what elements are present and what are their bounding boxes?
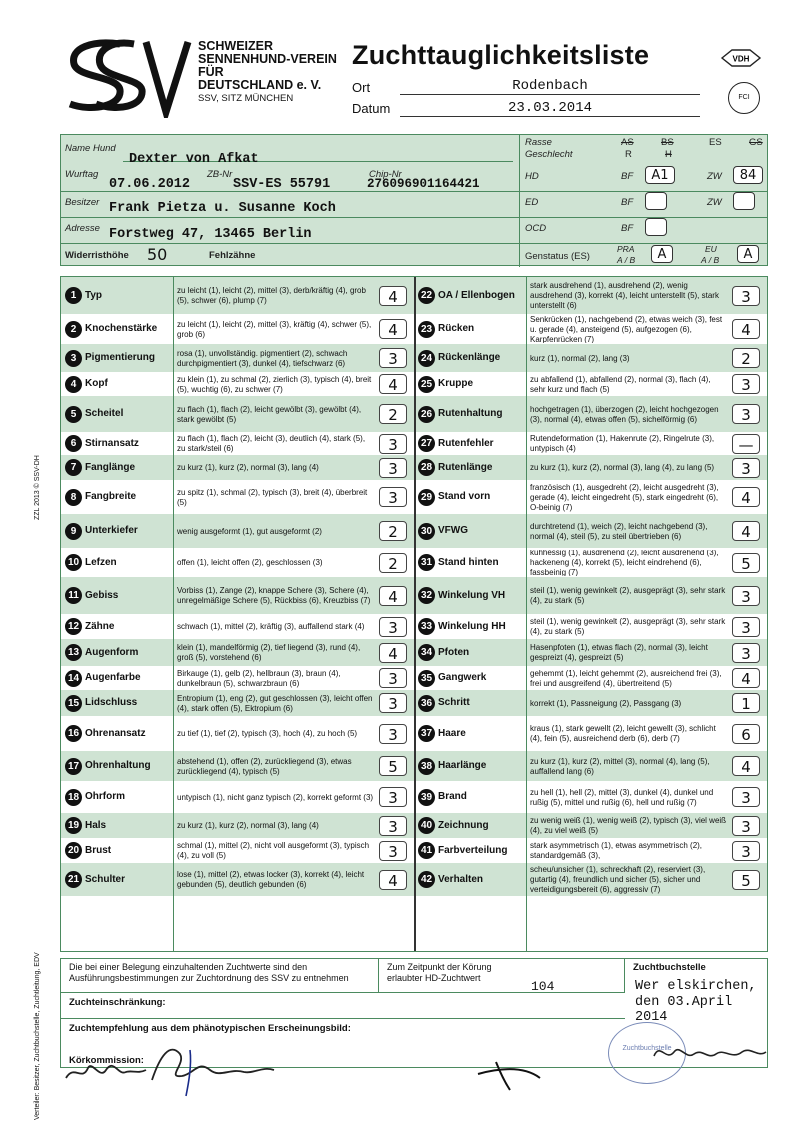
ort-value[interactable]: Rodenbach: [400, 78, 700, 95]
item-number: 1: [65, 287, 82, 304]
signature-commission: [60, 1030, 280, 1100]
item-options: Vorbiss (1), Zange (2), knappe Schere (3), Schere (4), unregelmäßige Schere (5), Rückbiss (6), Kreuzbiss (7): [177, 586, 371, 605]
item-name: Ohrenansatz: [85, 728, 146, 739]
item-number: 11: [65, 587, 82, 604]
item-number: 42: [418, 871, 435, 888]
item-score[interactable]: 3: [379, 816, 407, 836]
vdh-text: VDH: [732, 54, 750, 64]
widerristhoehe-value[interactable]: 50: [147, 245, 168, 264]
item-score[interactable]: 3: [379, 434, 407, 454]
item-options: scheu/unsicher (1), schreckhaft (2), reserviert (3), gutartig (4), freundlich und sicher (5), sicher und verteidigungsbereit (6), aggressiv (7): [530, 865, 706, 894]
hd-zw-note: Zum Zeitpunkt der Körung erlaubter HD-Zuchtwert: [387, 962, 492, 983]
item-number: 6: [65, 435, 82, 452]
item-score[interactable]: 2: [732, 348, 760, 368]
item-number: 38: [418, 758, 435, 775]
ocd-label: OCD: [525, 223, 547, 234]
item-options: kraus (1), stark gewellt (2), leicht gewellt (3), schlicht (4), fein (5), ausreichend derb (6), derb (7): [530, 724, 716, 743]
pra-ab-label: A / B: [617, 255, 636, 265]
item-name: Verhalten: [438, 874, 484, 885]
signature-judge: [470, 1032, 560, 1092]
item-options: klein (1), mandelförmig (2), tief liegend (3), rund (4), groß (5), vorstehend (6): [177, 643, 361, 662]
hd-value[interactable]: A1: [645, 166, 675, 184]
item-score[interactable]: 4: [379, 586, 407, 606]
zbnr-value[interactable]: SSV-ES 55791: [233, 177, 331, 192]
item-score[interactable]: —: [732, 434, 760, 454]
item-score[interactable]: 4: [732, 319, 760, 339]
org-line: SCHWEIZER: [198, 39, 273, 53]
item-number: 26: [418, 406, 435, 423]
item-name: Gangwerk: [438, 672, 487, 683]
item-number: 28: [418, 459, 435, 476]
item-number: 4: [65, 376, 82, 393]
zuchteinschraenkung-label: Zuchteinschränkung:: [69, 997, 166, 1008]
item-options: zu leicht (1), leicht (2), mittel (3), kräftig (4), schwer (5), grob (6): [177, 319, 372, 339]
ocd-bf-box[interactable]: [645, 218, 667, 236]
geschlecht-option[interactable]: H: [665, 149, 672, 160]
item-name: Kopf: [85, 378, 108, 389]
item-number: 19: [65, 817, 82, 834]
item-name: Pfoten: [438, 647, 470, 658]
item-name: Rutenlänge: [438, 462, 493, 473]
item-number: 14: [65, 670, 82, 687]
item-score[interactable]: 1: [732, 693, 760, 713]
org-line: SENNENHUND-VEREIN: [198, 52, 337, 66]
item-name: Typ: [85, 290, 103, 301]
item-number: 31: [418, 554, 435, 571]
item-score[interactable]: 4: [379, 870, 407, 890]
item-name: Fanglänge: [85, 462, 136, 473]
ed-zw-box[interactable]: [733, 192, 755, 210]
grid-separator: [173, 277, 174, 951]
item-score[interactable]: 5: [732, 870, 760, 890]
item-name: Stand vorn: [438, 491, 491, 502]
hd-bf-label: BF: [621, 171, 634, 182]
item-name: Ohrenhaltung: [85, 760, 151, 771]
item-options: durchtretend (1), weich (2), leicht nachgebend (3), normal (4), steil (5), zu steil übertrieben (6): [530, 521, 708, 541]
item-options: zu klein (1), zu schmal (2), zierlich (3), typisch (4), breit (5), wuchtig (6), zu schwer (7): [177, 374, 372, 394]
item-options: Birkauge (1), gelb (2), hellbraun (3), braun (4), dunkelbraun (5), schwarzbraun (6): [177, 668, 341, 688]
item-number: 24: [418, 350, 435, 367]
org-line: DEUTSCHLAND e. V.: [198, 78, 322, 92]
item-name: VFWG: [438, 525, 468, 536]
eu-label: EU: [705, 244, 717, 254]
geschlecht-label: Geschlecht: [525, 149, 573, 160]
rasse-label: Rasse: [525, 137, 552, 148]
item-name: Ohrform: [85, 791, 125, 802]
item-options: steil (1), wenig gewinkelt (2), ausgeprägt (3), sehr stark (4), zu stark (5): [530, 617, 726, 636]
item-score[interactable]: 3: [379, 668, 407, 688]
item-name: Schritt: [438, 697, 470, 708]
ed-bf-label: BF: [621, 197, 634, 208]
datum-label: Datum: [352, 101, 391, 116]
item-name: Stirnansatz: [85, 438, 139, 449]
item-name: Scheitel: [85, 408, 124, 419]
item-score[interactable]: 3: [379, 348, 407, 368]
item-number: 2: [65, 321, 82, 338]
geschlecht-option[interactable]: R: [625, 149, 632, 160]
footer-note: Die bei einer Belegung einzuhaltenden Zuchtwerte sind den Ausführungsbestimmungen zur Zuchtordnung des SSV zu entnehmen: [69, 962, 349, 983]
item-score[interactable]: 4: [379, 374, 407, 394]
item-number: 9: [65, 523, 82, 540]
item-name: Rücken: [438, 323, 475, 334]
scoring-grid: [60, 276, 768, 952]
item-score[interactable]: 5: [732, 553, 760, 573]
item-name: Hals: [85, 820, 107, 831]
besitzer-value[interactable]: Frank Pietza u. Susanne Koch: [109, 201, 336, 216]
item-score[interactable]: 3: [732, 816, 760, 836]
item-score[interactable]: 3: [732, 617, 760, 637]
item-options: Senkrücken (1), nachgebend (2), etwas weich (3), fest u. gerade (4), ansteigend (5), aufgezogen (6), Karpfenrücken (7): [530, 316, 723, 343]
item-name: Rutenhaltung: [438, 408, 503, 419]
item-options: untypisch (1), nicht ganz typisch (2), korrekt geformt (3): [177, 792, 374, 802]
item-options: zu abfallend (1), abfallend (2), normal (3), flach (4), sehr kurz und flach (5): [530, 374, 711, 394]
item-name: Rückenlänge: [438, 352, 501, 363]
rasse-option[interactable]: GS: [749, 137, 763, 148]
item-name: Haarlänge: [438, 760, 487, 771]
rasse-option[interactable]: AS: [621, 137, 634, 148]
koerkommission-label: Körkommission:: [69, 1055, 144, 1066]
item-number: 12: [65, 618, 82, 635]
item-name: Rutenfehler: [438, 438, 494, 449]
item-number: 15: [65, 695, 82, 712]
item-number: 5: [65, 406, 82, 423]
vdh-logo: [720, 48, 762, 68]
datum-value[interactable]: 23.03.2014: [400, 100, 700, 117]
item-number: 41: [418, 842, 435, 859]
widerristhoehe-label: Widerristhöhe: [65, 250, 129, 261]
item-options: stark ausdrehend (1), ausdrehend (2), wenig ausdrehend (3), korrekt (4), leicht unterstellt (5), stark unterstellt (6): [530, 281, 719, 310]
side-copyright: ZZL 2013 © SSV-DH: [34, 455, 41, 520]
item-options: Rutendeformation (1), Hakenrute (2), Ringelrute (3), untypisch (4): [530, 434, 715, 453]
item-number: 10: [65, 554, 82, 571]
item-number: 13: [65, 644, 82, 661]
item-score[interactable]: 6: [732, 724, 760, 744]
item-number: 36: [418, 695, 435, 712]
item-number: 27: [418, 435, 435, 452]
org-name: [198, 40, 337, 105]
ed-label: ED: [525, 197, 539, 208]
item-options: stark asymmetrisch (1), etwas asymmetrisch (2), standardgemäß (3),: [530, 841, 703, 860]
item-score[interactable]: 3: [379, 841, 407, 861]
item-number: 29: [418, 489, 435, 506]
item-score[interactable]: 3: [379, 458, 407, 478]
hd-label: HD: [525, 171, 539, 182]
item-number: 20: [65, 842, 82, 859]
chip-value[interactable]: 276096901164421: [367, 177, 480, 191]
item-number: 30: [418, 523, 435, 540]
item-name: Winkelung VH: [438, 590, 506, 601]
zuchtbuchstelle-date[interactable]: den 03.April 2014: [635, 995, 733, 1025]
zbnr-label: ZB-Nr: [207, 169, 233, 180]
item-score[interactable]: 2: [379, 404, 407, 424]
adresse-label: Adresse: [65, 223, 100, 234]
item-name: Unterkiefer: [85, 525, 138, 536]
hd-zw-allowed[interactable]: 104: [531, 979, 555, 994]
item-options: gehemmt (1), leicht gehemmt (2), ausreichend frei (3), frei und ausgreifend (4), übertreitend (5): [530, 668, 722, 688]
signature-zuchtbuchstelle: [650, 1030, 770, 1070]
item-options: hochgetragen (1), überzogen (2), leicht hochgezogen (3), normal (4), etwas offen (5), sichelförmig (6): [530, 404, 719, 424]
pra-value[interactable]: A: [651, 245, 673, 263]
item-number: 8: [65, 489, 82, 506]
item-score[interactable]: 2: [379, 521, 407, 541]
item-number: 18: [65, 789, 82, 806]
item-name: Schulter: [85, 874, 126, 885]
item-options: Hasenpfoten (1), etwas flach (2), normal (3), leicht gespreizt (4), gespreizt (5): [530, 643, 708, 662]
item-number: 39: [418, 789, 435, 806]
item-number: 17: [65, 758, 82, 775]
pra-label: PRA: [617, 244, 635, 254]
zuchtempfehlung-label: Zuchtempfehlung aus dem phänotypischen Erscheinungsbild:: [69, 1023, 351, 1034]
fehlzaehne-label: Fehlzähne: [209, 250, 256, 261]
hd-zw-value[interactable]: 84: [733, 166, 763, 184]
item-options: zu leicht (1), leicht (2), mittel (3), derb/kräftig (4), grob (5), schwer (6), plump (7): [177, 286, 366, 305]
item-name: Zähne: [85, 621, 115, 632]
item-score[interactable]: 3: [379, 487, 407, 507]
eu-value[interactable]: A: [737, 245, 759, 263]
item-score[interactable]: 3: [732, 643, 760, 663]
item-number: 16: [65, 725, 82, 742]
item-options: Entropium (1), eng (2), gut geschlossen (3), leicht offen (4), stark offen (5), Ektropium (6): [177, 693, 373, 713]
rasse-option[interactable]: ES: [709, 137, 722, 148]
item-name: Knochenstärke: [85, 323, 158, 334]
item-options: wenig ausgeformt (1), gut ausgeformt (2): [177, 526, 322, 536]
item-score[interactable]: 5: [379, 756, 407, 776]
item-options: kuhhessig (1), ausdrehend (2), leicht ausdrehend (3), hackeneng (4), korrekt (5), leicht eindrehend (6), fassbeinig (7): [530, 550, 719, 576]
zuchtbuchstelle-place[interactable]: Wer elskirchen,: [635, 979, 757, 994]
item-name: Kruppe: [438, 378, 473, 389]
ed-zw-label: ZW: [707, 197, 722, 208]
item-options: offen (1), leicht offen (2), geschlossen (3): [177, 558, 323, 567]
item-score[interactable]: 2: [379, 553, 407, 573]
eu-ab-label: A / B: [701, 255, 720, 265]
item-score[interactable]: 3: [732, 841, 760, 861]
zuchtbuchstelle-stamp: Zuchtbuchstelle: [608, 1022, 686, 1084]
item-score[interactable]: 4: [732, 487, 760, 507]
item-name: Pigmentierung: [85, 352, 156, 363]
item-score[interactable]: 3: [732, 404, 760, 424]
item-name: Haare: [438, 728, 466, 739]
item-options: zu flach (1), flach (2), leicht (3), deutlich (4), stark (5), zu stark/steil (6): [177, 434, 366, 453]
item-name: Lidschluss: [85, 697, 138, 708]
item-name: Gebiss: [85, 590, 119, 601]
item-name: Fangbreite: [85, 491, 137, 502]
item-options: französisch (1), ausgedreht (2), leicht ausgedreht (3), gerade (4), leicht eingedreht (5), stark eingedreht (6), O-beinig (7): [530, 482, 719, 512]
item-score[interactable]: 4: [379, 319, 407, 339]
item-number: 21: [65, 871, 82, 888]
item-score[interactable]: 4: [732, 521, 760, 541]
item-number: 40: [418, 817, 435, 834]
fci-logo: FCI: [728, 82, 760, 114]
item-options: abstehend (1), offen (2), zurückliegend (3), etwas zurückliegend (4), typisch (5): [177, 756, 352, 776]
item-number: 22: [418, 287, 435, 304]
genstatus-label: Genstatus (ES): [525, 251, 590, 262]
item-options: steil (1), wenig gewinkelt (2), ausgeprägt (3), sehr stark (4), zu stark (5): [530, 586, 726, 605]
ed-bf-box[interactable]: [645, 192, 667, 210]
item-options: zu wenig weiß (1), wenig weiß (2), typisch (3), viel weiß (4), zu viel weiß (5): [530, 816, 727, 835]
dog-info-block: [60, 134, 768, 266]
item-number: 35: [418, 670, 435, 687]
item-score[interactable]: 3: [732, 586, 760, 606]
item-options: zu kurz (1), kurz (2), normal (3), lang (4): [177, 821, 319, 830]
item-score[interactable]: 3: [732, 374, 760, 394]
name-hund-label: Name Hund: [65, 143, 116, 154]
org-sub: SSV, SITZ MÜNCHEN: [198, 93, 294, 104]
item-number: 32: [418, 587, 435, 604]
item-options: korrekt (1), Passneigung (2), Passgang (3): [530, 698, 682, 708]
item-score[interactable]: 3: [379, 693, 407, 713]
item-score[interactable]: 4: [732, 756, 760, 776]
item-options: lose (1), mittel (2), etwas locker (3), korrekt (4), leicht gebunden (5), deutlich gebunden (6): [177, 870, 365, 889]
item-options: zu kurz (1), kurz (2), normal (3), lang (4): [177, 463, 319, 472]
item-number: 23: [418, 321, 435, 338]
ssv-logo: [62, 38, 192, 118]
item-name: OA / Ellenbogen: [438, 290, 515, 301]
item-options: zu kurz (1), kurz (2), mittel (3), normal (4), lang (5), auffallend lang (6): [530, 756, 710, 776]
item-number: 25: [418, 376, 435, 393]
item-name: Brust: [85, 845, 112, 856]
item-options: zu tief (1), tief (2), typisch (3), hoch (4), zu hoch (5): [177, 729, 358, 738]
page-title: Zuchttauglichkeitsliste: [352, 40, 650, 70]
item-score[interactable]: 3: [379, 787, 407, 807]
item-score[interactable]: 4: [379, 286, 407, 306]
wurftag-value[interactable]: 07.06.2012: [109, 177, 191, 192]
item-options: schwach (1), mittel (2), kräftig (3), auffallend stark (4): [177, 622, 365, 631]
item-options: zu flach (1), flach (2), leicht gewölbt (3), gewölbt (4), stark gewölbt (5): [177, 404, 362, 424]
item-number: 33: [418, 618, 435, 635]
item-options: rosa (1), unvollständig. pigmentiert (2), schwach durchpigmentiert (3), dunkel (4), tiefschwarz (6): [177, 348, 348, 368]
item-options: schmal (1), mittel (2), nicht voll ausgeformt (3), typisch (4), zu voll (5): [177, 841, 370, 860]
item-score[interactable]: 3: [379, 724, 407, 744]
item-name: Winkelung HH: [438, 621, 506, 632]
item-name: Stand hinten: [438, 557, 499, 568]
wurftag-label: Wurftag: [65, 169, 99, 180]
item-options: kurz (1), normal (2), lang (3): [530, 353, 630, 363]
item-options: zu kurz (1), kurz (2), normal (3), lang (4), zu lang (5): [530, 463, 715, 472]
rasse-option[interactable]: BS: [661, 137, 674, 148]
item-name: Farbverteilung: [438, 845, 508, 856]
item-name: Lefzen: [85, 557, 117, 568]
item-options: zu hell (1), hell (2), mittel (3), dunkel (4), dunkel und rußig (5), mittel und rußig (6), hell und rußig (7): [530, 787, 714, 807]
adresse-value[interactable]: Forstweg 47, 13465 Berlin: [109, 227, 312, 242]
hd-zw-label: ZW: [707, 171, 722, 182]
item-number: 7: [65, 459, 82, 476]
item-score[interactable]: 3: [379, 617, 407, 637]
item-score[interactable]: 3: [732, 787, 760, 807]
name-hund-value[interactable]: Dexter von Afkat: [129, 152, 259, 167]
org-line: FÜR: [198, 65, 224, 79]
item-number: 34: [418, 644, 435, 661]
item-number: 3: [65, 350, 82, 367]
item-score[interactable]: 3: [732, 286, 760, 306]
item-name: Zeichnung: [438, 820, 489, 831]
grid-separator: [526, 277, 527, 951]
grid-separator: [414, 277, 416, 951]
ort-label: Ort: [352, 80, 371, 95]
item-name: Augenform: [85, 647, 139, 658]
item-name: Brand: [438, 791, 467, 802]
item-name: Augenfarbe: [85, 672, 141, 683]
item-score[interactable]: 3: [732, 458, 760, 478]
item-score[interactable]: 4: [732, 668, 760, 688]
item-number: 37: [418, 725, 435, 742]
besitzer-label: Besitzer: [65, 197, 100, 208]
ocd-bf-label: BF: [621, 223, 634, 234]
zuchtbuchstelle-label: Zuchtbuchstelle: [633, 962, 706, 973]
item-options: zu spitz (1), schmal (2), typisch (3), breit (4), überbreit (5): [177, 487, 368, 507]
chip-label: Chip-Nr: [369, 169, 402, 180]
side-distribution: Verteiler: Besitzer, Zuchtbuchstelle, Zuchtleitung, EDV: [34, 952, 41, 1120]
item-score[interactable]: 4: [379, 643, 407, 663]
